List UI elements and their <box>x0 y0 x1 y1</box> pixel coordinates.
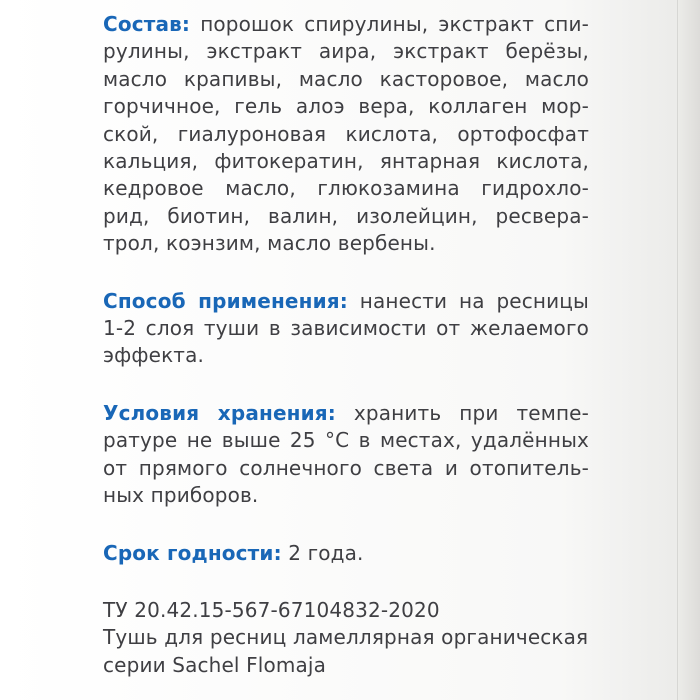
composition-line-8: рид, биотин, валин, изолейцин, ресвера- <box>103 203 589 228</box>
composition-line-4: горчичное, гель алоэ вера, коллаген мор- <box>103 94 589 119</box>
storage-line-3: от прямого солнечного света и отопитель- <box>103 455 589 480</box>
storage-line-1 <box>103 400 589 427</box>
shelf-life-value: 2 года. <box>288 540 364 565</box>
shelf-life-heading: Срок годности: <box>103 540 282 565</box>
composition-text-1: порошок спирулины, экстракт спи- <box>200 12 589 36</box>
usage-line-3: эффекта. <box>103 343 205 368</box>
package-side-edge <box>677 0 700 700</box>
composition-line-5: ской, гиалуроновая кислота, ортофосфат <box>103 121 589 146</box>
composition-line-7: кедровое масло, глюкозамина гидрохло- <box>103 176 589 201</box>
storage-line-2: ратуре не выше 25 °С в местах, удалённых <box>103 428 589 453</box>
usage-line-1 <box>103 288 589 315</box>
storage-text-1: хранить при темпе- <box>353 400 589 425</box>
composition-line-2: рулины, экстракт аира, экстракт берёзы, <box>103 39 589 64</box>
storage-heading: Условия хранения: <box>103 400 336 425</box>
footer-section <box>103 597 589 679</box>
product-name-line-2: серии Sachel Flomaja <box>103 652 327 677</box>
composition-line-3: масло крапивы, масло касторовое, масло <box>103 66 589 91</box>
product-name-line-1: Тушь для ресниц ламеллярная органическая <box>103 625 589 650</box>
shelf-life-line <box>103 540 589 567</box>
composition-line-6: кальция, фитокератин, янтарная кислота, <box>103 149 589 174</box>
storage-section <box>103 400 589 510</box>
composition-line-1 <box>103 11 589 38</box>
composition-section <box>103 11 589 258</box>
composition-line-9: трол, коэнзим, масло вербены. <box>103 231 436 256</box>
product-label <box>103 11 589 679</box>
composition-heading: Состав: <box>103 12 191 36</box>
shelf-life-section <box>103 540 589 567</box>
storage-line-4: ных приборов. <box>103 483 259 508</box>
tu-number: ТУ 20.42.15-567-67104832-2020 <box>103 597 440 622</box>
usage-text-1: нанести на ресницы <box>359 288 589 313</box>
usage-section <box>103 288 589 370</box>
usage-heading: Способ применения: <box>103 288 348 313</box>
usage-line-2: 1-2 слоя туши в зависимости от желаемого <box>103 316 589 341</box>
